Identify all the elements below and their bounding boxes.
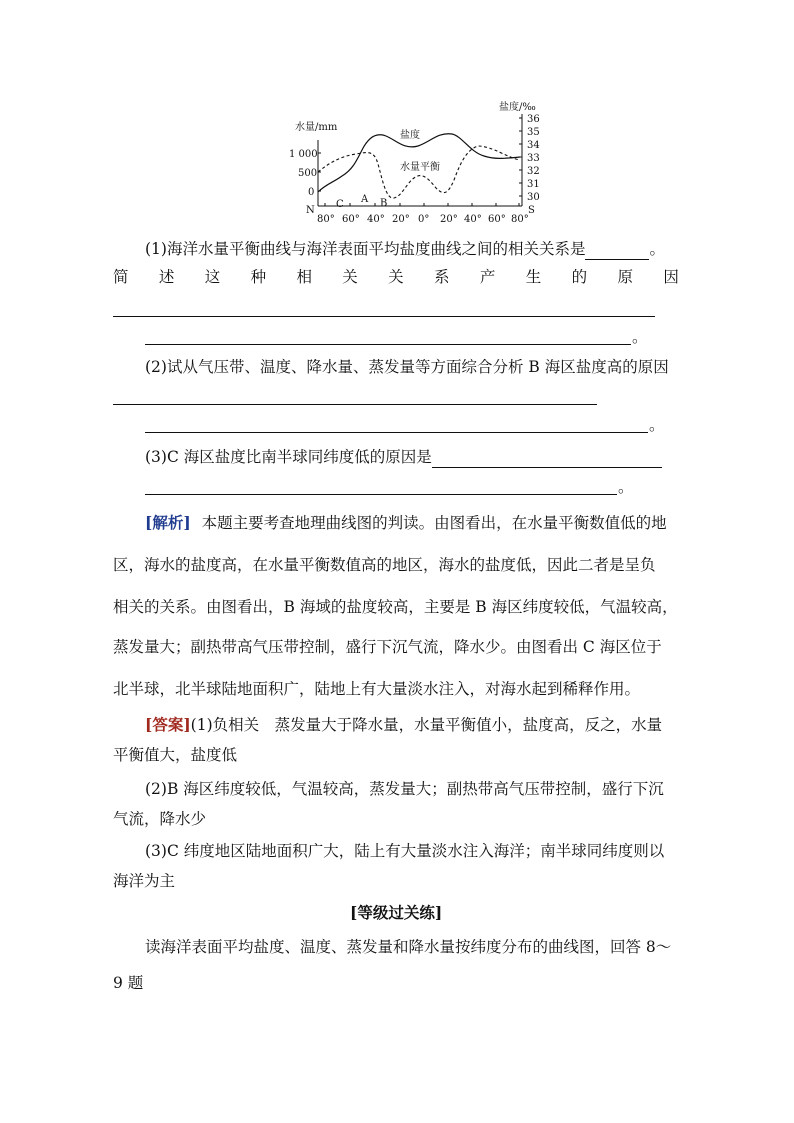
char: 关 bbox=[388, 268, 404, 286]
x-tick: 80° bbox=[317, 214, 335, 225]
water-balance-label: 水量平衡 bbox=[400, 162, 440, 173]
char: 生 bbox=[525, 268, 542, 286]
analysis-line: 区，海水的盐度高，在水量平衡数值高的地区，海水的盐度低，因此二者是呈负 bbox=[113, 556, 656, 574]
s-label: S bbox=[528, 205, 535, 216]
x-tick: 0° bbox=[418, 214, 430, 225]
char: 的 bbox=[571, 268, 588, 286]
question-1-text: (1)海洋水量平衡曲线与海洋表面平均盐度曲线之间的相关关系是 bbox=[145, 240, 586, 258]
analysis-line: 北半球，北半球陆地面积广，陆地上有大量淡水注入，对海水起到稀释作用。 bbox=[113, 680, 641, 698]
left-tick: 500 bbox=[298, 168, 318, 179]
x-tick: 20° bbox=[392, 214, 410, 225]
salinity-label: 盐度 bbox=[400, 130, 420, 141]
y-right-axis-label: 盐度/‰ bbox=[499, 102, 536, 113]
analysis-text: 本题主要考查地理曲线图的判读。由图看出，在水量平衡数值低的地 bbox=[201, 514, 667, 532]
x-tick: 80° bbox=[511, 214, 529, 225]
question-3-text: (3)C 海区盐度比南半球同纬度低的原因是 bbox=[145, 448, 432, 466]
char: 关 bbox=[342, 268, 358, 286]
answer-1-cont: 平衡值大，盐度低 bbox=[113, 746, 238, 764]
char: 述 bbox=[158, 268, 175, 286]
answer-line[interactable] bbox=[145, 344, 631, 345]
answer-blank[interactable] bbox=[432, 451, 662, 468]
question-3-period: 。 bbox=[618, 478, 634, 496]
char: 简 bbox=[113, 268, 129, 286]
x-tick: 40° bbox=[464, 214, 482, 225]
right-tick: 32 bbox=[527, 166, 540, 177]
region-a-label: A bbox=[361, 194, 369, 205]
x-tick: 60° bbox=[342, 214, 360, 225]
question-1-end: 。 bbox=[649, 240, 665, 258]
n-label: N bbox=[306, 205, 315, 216]
analysis-line bbox=[145, 512, 667, 534]
question-3 bbox=[145, 446, 662, 468]
x-tick: 60° bbox=[488, 214, 506, 225]
char: 这 bbox=[204, 268, 221, 286]
char: 系 bbox=[434, 268, 450, 286]
answer-line[interactable] bbox=[145, 432, 648, 433]
region-b-label: B bbox=[380, 198, 388, 209]
right-tick: 34 bbox=[527, 140, 540, 151]
question-2: (2)试从气压带、温度、降水量、蒸发量等方面综合分析 B 海区盐度高的原因 bbox=[145, 358, 669, 376]
char: 种 bbox=[250, 268, 267, 286]
right-tick: 35 bbox=[527, 127, 540, 138]
answer-line[interactable] bbox=[145, 494, 617, 495]
answer-3: (3)C 纬度地区陆地面积广大，陆上有大量淡水注入海洋；南半球同纬度则以 bbox=[145, 842, 665, 860]
section-intro-cont: 9 题 bbox=[113, 974, 144, 992]
section-intro: 读海洋表面平均盐度、温度、蒸发量和降水量按纬度分布的曲线图，回答 8～ bbox=[145, 938, 672, 956]
right-tick: 31 bbox=[527, 179, 540, 190]
x-tick: 20° bbox=[440, 214, 458, 225]
answer-tag: [答案] bbox=[145, 715, 191, 734]
question-1-period: 。 bbox=[632, 328, 648, 346]
answer-2: (2)B 海区纬度较低，气温较高，蒸发量大；副热带高气压带控制，盛行下沉 bbox=[145, 780, 664, 798]
answer-blank[interactable] bbox=[585, 243, 649, 260]
section-title: [等级过关练] bbox=[350, 903, 443, 922]
analysis-line: 相关的关系。由图看出，B 海域的盐度较高，主要是 B 海区纬度较低，气温较高， bbox=[113, 598, 678, 616]
char: 原 bbox=[617, 268, 633, 286]
left-tick: 0 bbox=[308, 187, 315, 198]
analysis-line: 蒸发量大；副热带高气压带控制，盛行下沉气流，降水少。由图看出 C 海区位于 bbox=[113, 638, 662, 656]
analysis-tag: [解析] bbox=[145, 513, 191, 532]
answer-line[interactable] bbox=[113, 316, 655, 317]
y-left-axis-label: 水量/mm bbox=[295, 122, 338, 133]
right-tick: 30 bbox=[527, 192, 540, 203]
answer-line-text bbox=[145, 714, 662, 736]
question-1 bbox=[145, 238, 665, 260]
question-1-spread-line bbox=[113, 266, 679, 288]
answer-line[interactable] bbox=[113, 404, 597, 405]
region-c-label: C bbox=[336, 199, 344, 210]
x-tick: 40° bbox=[367, 214, 385, 225]
char: 相 bbox=[296, 268, 312, 286]
question-2-period: 。 bbox=[649, 416, 665, 434]
answer-2-cont: 气流，降水少 bbox=[113, 810, 207, 828]
salinity-water-balance-figure bbox=[280, 98, 550, 228]
char: 因 bbox=[663, 268, 679, 286]
right-tick: 36 bbox=[527, 114, 540, 125]
answer-3-cont: 海洋为主 bbox=[113, 872, 176, 890]
answer-1: (1)负相关 蒸发量大于降水量，水量平衡值小，盐度高，反之，水量 bbox=[190, 716, 663, 734]
left-tick: 1 000 bbox=[289, 149, 318, 160]
char: 产 bbox=[479, 268, 496, 286]
right-tick: 33 bbox=[527, 153, 540, 164]
